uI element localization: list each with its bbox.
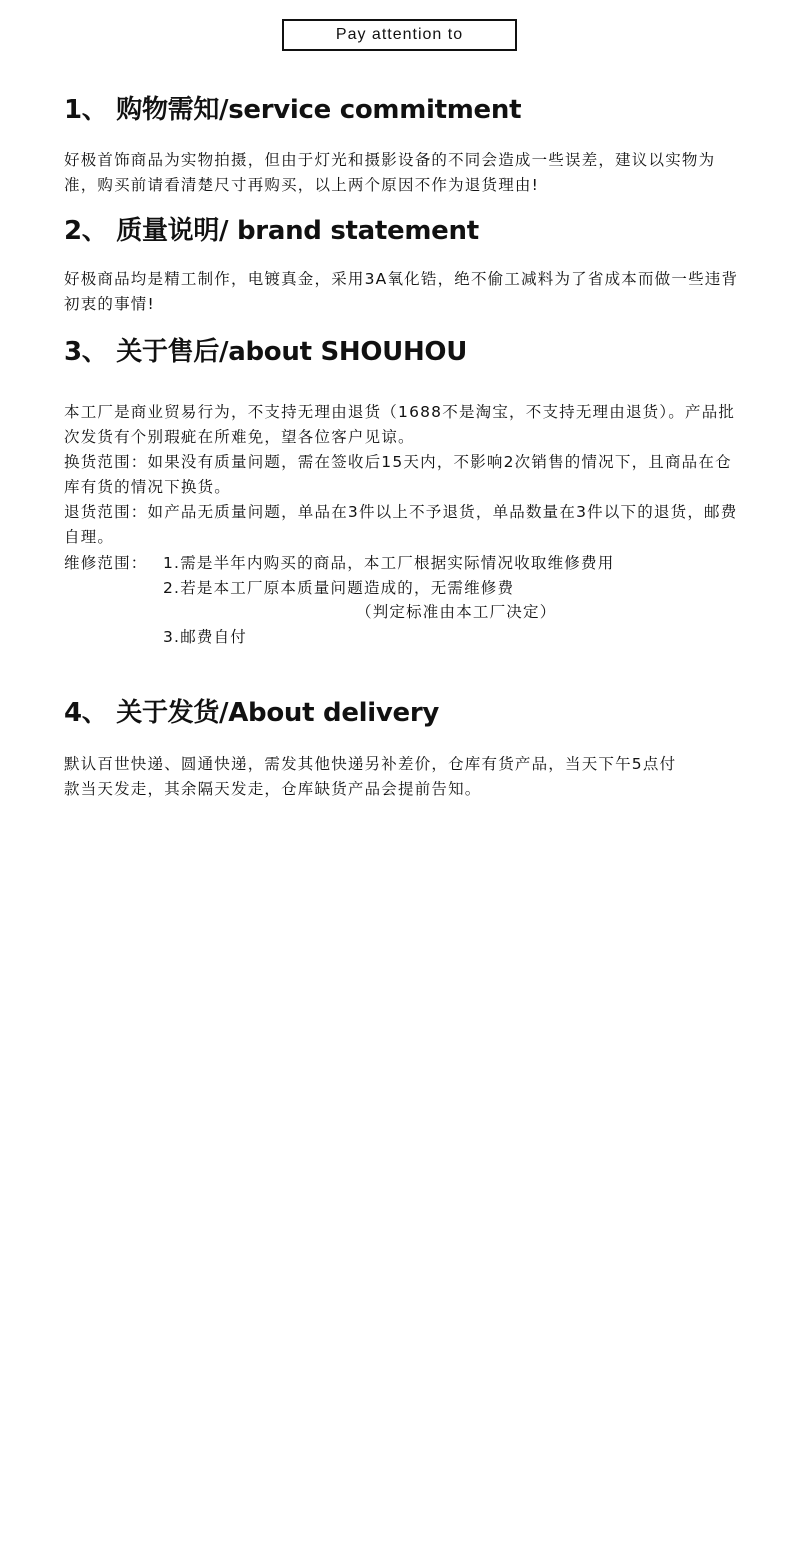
section-2-title: 2、 质量说明/ brand statement bbox=[64, 216, 479, 246]
section-4-title: 4、 关于发货/About delivery bbox=[64, 698, 440, 728]
exchange-scope: 换货范围：如果没有质量问题，需在签收后15天内，不影响2次销售的情况下，且商品在仓库有货的情况下换货。 bbox=[64, 453, 732, 496]
return-scope: 退货范围：如产品无质量问题，单品在3件以上不予退货，单品数量在3件以下的退货，邮费自理。 bbox=[64, 503, 738, 546]
repair-scope-label: 维修范围： bbox=[64, 554, 148, 572]
repair-item-3: 3.邮费自付 bbox=[163, 628, 247, 646]
pay-attention-badge bbox=[282, 19, 517, 51]
section-1-title: 1、 购物需知/service commitment bbox=[64, 95, 522, 125]
section-2-body: 好极商品均是精工制作，电镀真金，采用3A氧化锆，绝不偷工减料为了省成本而做一些违背初衷的事情! bbox=[64, 270, 739, 313]
section-1-body: 好极首饰商品为实物拍摄，但由于灯光和摄影设备的不同会造成一些误差，建议以实物为准，购买前请看清楚尺寸再购买，以上两个原因不作为退货理由! bbox=[64, 151, 716, 194]
repair-item-1: 1.需是半年内购买的商品，本工厂根据实际情况收取维修费用 bbox=[163, 554, 615, 572]
badge-label: Pay attention to bbox=[335, 26, 464, 43]
repair-item-2: 2.若是本工厂原本质量问题造成的，无需维修费 bbox=[163, 579, 515, 597]
after-sales-policy: 本工厂是商业贸易行为，不支持无理由退货（1688不是淘宝，不支持无理由退货）。产品批次发货有个别瑕疵在所难免，望各位客户见谅。 bbox=[64, 403, 736, 446]
repair-item-2-note: （判定标准由本工厂决定） bbox=[356, 603, 557, 621]
section-3-title: 3、 关于售后/about SHOUHOU bbox=[64, 337, 468, 367]
section-4-body: 默认百世快递、圆通快递，需发其他快递另补差价，仓库有货产品，当天下午5点付款当天发走，其余隔天发走，仓库缺货产品会提前告知。 bbox=[64, 755, 677, 798]
